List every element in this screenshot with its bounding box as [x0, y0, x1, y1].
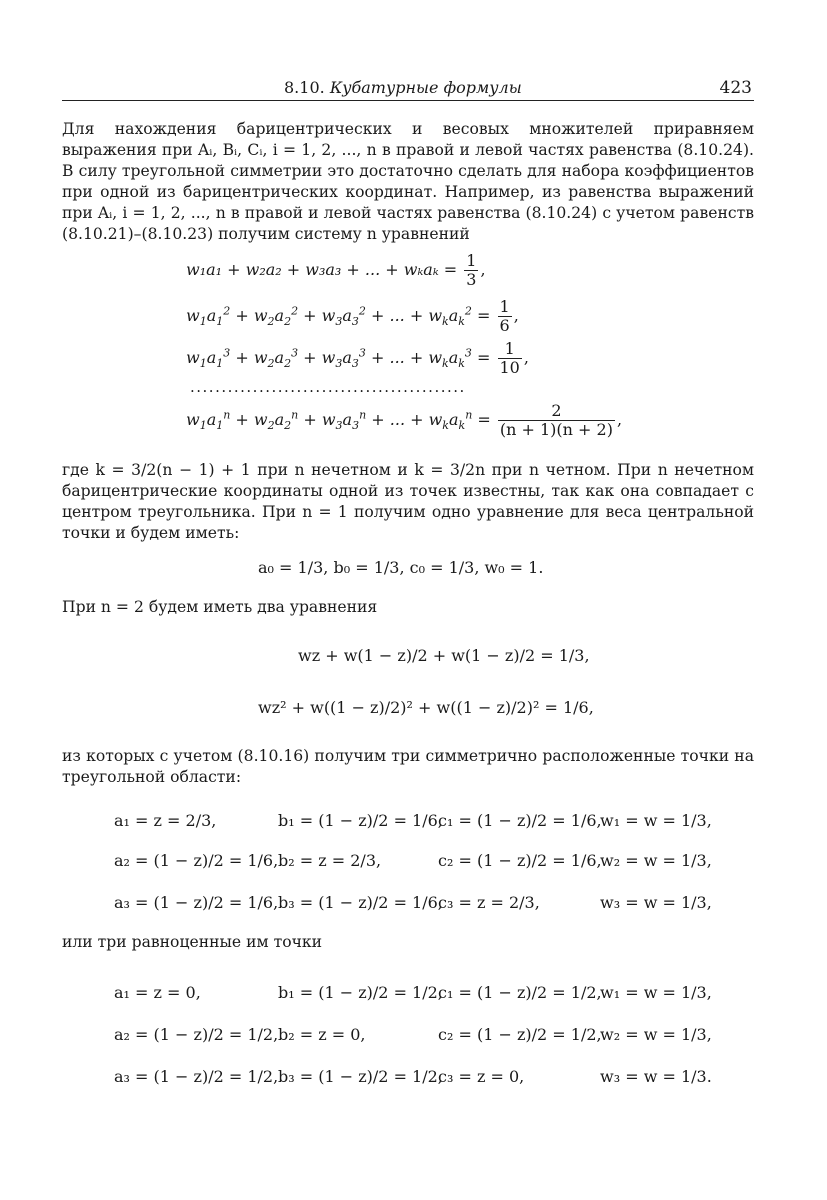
- cell-b3: b₃ = (1 − z)/2 = 1/6,: [278, 892, 443, 912]
- table-row: [0, 838, 827, 882]
- system-eq-n: $w_1a_1^n + w_2a_2^n + w_3a_3^n$ + ... + $w_ka_k^n$ = $\frac{2}{(n + 1)(n + 2)}$ ,: [186, 401, 623, 439]
- cell-c3: c₃ = z = 0,: [438, 1066, 525, 1086]
- paragraph-1: Для нахождения барицентрических и весовых множителей приравняем выражения при Aᵢ, Bᵢ, Cᵢ, i = 1, 2, ..., n в правой и левой частях равенства (8.10.24). В силу треугольной симметрии это достаточно сделать для набора коэффициентов при одной из барицентрических координат. Например, из равенства выражений при Aᵢ, i = 1, 2, ..., n в правой и левой частях равенства (8.10.24) с учетом равенств (8.10.21)–(8.10.23) получим систему n уравнений: [62, 120, 754, 243]
- two-eq-2: wz² + w((1 − z)/2)² + w((1 − z)/2)² = 1/6,: [258, 698, 594, 717]
- section-heading: 8.10. Кубатурные формулы: [284, 78, 522, 97]
- cell-w3: w₃ = w = 1/3.: [600, 1066, 712, 1086]
- system-eq-1: w₁a₁ + w₂a₂ + w₃a₃ + ... + wₖaₖ = $\frac{1}{3}$ ,: [186, 251, 486, 289]
- cell-b1: b₁ = (1 − z)/2 = 1/2,: [278, 982, 443, 1002]
- cell-b2: b₂ = z = 2/3,: [278, 850, 382, 870]
- cell-w1: w₁ = w = 1/3,: [600, 982, 712, 1002]
- cell-w1: w₁ = w = 1/3,: [600, 810, 712, 830]
- system-eq-2: $w_1a_1^2 + w_2a_2^2 + w_3a_3^2$ + ... + $w_ka_k^2$ = $\frac{1}{6}$ ,: [186, 297, 519, 335]
- cell-a1: a₁ = z = 0,: [114, 982, 201, 1002]
- cell-c2: c₂ = (1 − z)/2 = 1/6,: [438, 850, 602, 870]
- table-row: [0, 880, 827, 924]
- cell-a3: a₃ = (1 − z)/2 = 1/2,: [114, 1066, 279, 1086]
- cell-w3: w₃ = w = 1/3,: [600, 892, 712, 912]
- cell-c1: c₁ = (1 − z)/2 = 1/2,: [438, 982, 602, 1002]
- ellipsis-row: ............................................: [190, 378, 466, 396]
- cell-a3: a₃ = (1 − z)/2 = 1/6,: [114, 892, 279, 912]
- paragraph-4: из которых с учетом (8.10.16) получим три симметрично расположенные точки на треугольной области:: [62, 747, 754, 786]
- cell-a1: a₁ = z = 2/3,: [114, 810, 217, 830]
- cell-a2: a₂ = (1 − z)/2 = 1/6,: [114, 850, 279, 870]
- cell-w2: w₂ = w = 1/3,: [600, 850, 712, 870]
- paragraph-3: При n = 2 будем иметь два уравнения: [62, 598, 378, 616]
- table-row: [0, 1054, 827, 1098]
- table-row: [0, 970, 827, 1014]
- table-row: [0, 798, 827, 842]
- page-number: 423: [719, 78, 752, 98]
- two-eq-1: wz + w(1 − z)/2 + w(1 − z)/2 = 1/3,: [298, 646, 590, 665]
- paragraph-5: или три равноценные им точки: [62, 933, 323, 951]
- cell-a2: a₂ = (1 − z)/2 = 1/2,: [114, 1024, 279, 1044]
- cell-c1: c₁ = (1 − z)/2 = 1/6,: [438, 810, 602, 830]
- cell-c3: c₃ = z = 2/3,: [438, 892, 540, 912]
- cell-w2: w₂ = w = 1/3,: [600, 1024, 712, 1044]
- center-point-values: a₀ = 1/3, b₀ = 1/3, c₀ = 1/3, w₀ = 1.: [258, 558, 544, 577]
- cell-b3: b₃ = (1 − z)/2 = 1/2,: [278, 1066, 443, 1086]
- cell-b2: b₂ = z = 0,: [278, 1024, 366, 1044]
- cell-b1: b₁ = (1 − z)/2 = 1/6,: [278, 810, 443, 830]
- paragraph-2: где k = 3/2(n − 1) + 1 при n нечетном и k = 3/2n при n четном. При n нечетном барицентрические координаты одной из точек известны, так как она совпадает с центром треугольника. При n = 1 получим одно уравнение для веса центральной точки и будем иметь:: [62, 461, 754, 542]
- table-row: [0, 1012, 827, 1056]
- system-eq-3: $w_1a_1^3 + w_2a_2^3 + w_3a_3^3$ + ... + $w_ka_k^3$ = $\frac{1}{10}$ ,: [186, 339, 529, 377]
- running-header: [62, 76, 754, 101]
- cell-c2: c₂ = (1 − z)/2 = 1/2,: [438, 1024, 602, 1044]
